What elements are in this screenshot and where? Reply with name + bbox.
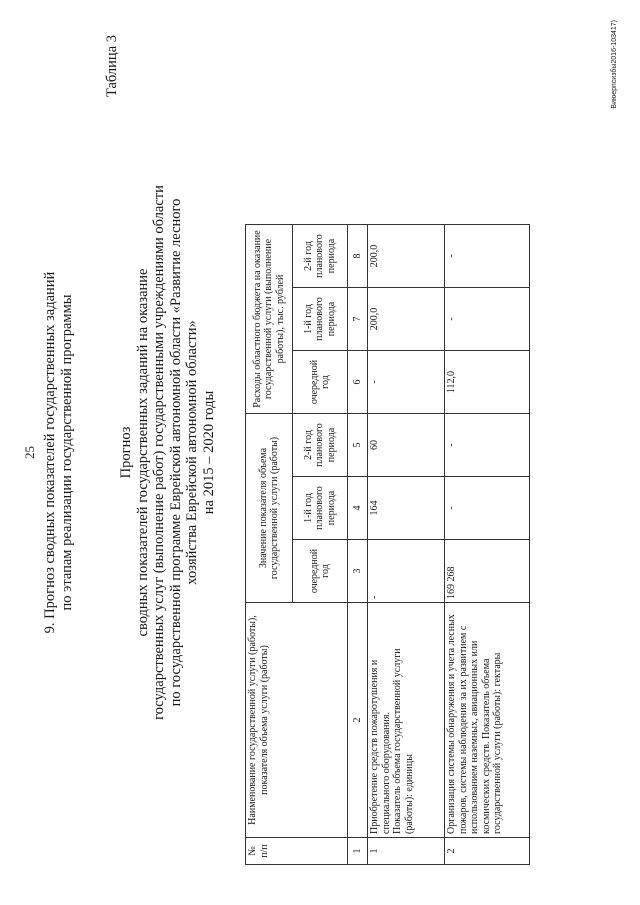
budget-current-year: 112,0 (445, 351, 530, 414)
column-number: 4 (348, 477, 368, 540)
section-heading (42, 150, 76, 755)
forecast-table (245, 224, 530, 865)
table-row (368, 225, 445, 865)
print-code: Виюерпсизбы2016-103417) (611, 20, 618, 109)
budget-plan-year-1: 200,0 (368, 288, 445, 351)
row-name: Приобретение средств пожаротушения и специального оборудования. Показатель объема государственной услуги (работы): единицы (368, 603, 445, 838)
title-line: Прогноз (118, 426, 134, 479)
budget-current-year: - (368, 351, 445, 414)
column-number: 6 (348, 351, 368, 414)
title-line: государственных услуг (выполнение работ) государственными учреждениями области (151, 185, 167, 720)
column-number: 2 (348, 603, 368, 838)
section-heading-line: по этапам реализации государственной программы (59, 294, 75, 611)
header-num: № п/п (246, 838, 348, 865)
section-heading-line: 9. Прогноз сводных показателей государственных заданий (42, 271, 58, 634)
title-line: по государственной программе Еврейской автономной области «Развитие лесного (167, 198, 184, 707)
row-name: Организация системы обнаружения и учета лесных пожаров, системы наблюдения за их развитием с использованием наземных, авиационных или космических средств. Показатель объема государственной услуги (работы): гектары (445, 603, 530, 838)
budget-plan-year-2: 200,0 (368, 225, 445, 288)
column-number-row (348, 225, 368, 865)
column-number: 3 (348, 540, 368, 603)
row-number: 2 (445, 838, 530, 865)
budget-plan-year-2: - (445, 225, 530, 288)
header-volume-plan-year-2: 2-й год планового периода (293, 414, 348, 477)
title-line: сводных показателей государственных заданий на оказание (134, 268, 151, 637)
table-row (445, 225, 530, 865)
volume-current-year: 169 268 (445, 540, 530, 603)
volume-plan-year-2: - (445, 414, 530, 477)
header-volume-group: Значение показателя объема государственной услуги (работы) (246, 414, 293, 603)
volume-plan-year-1: 164 (368, 477, 445, 540)
column-number: 8 (348, 225, 368, 288)
header-volume-current-year: очередной год (293, 540, 348, 603)
volume-current-year: - (368, 540, 445, 603)
volume-plan-year-2: 60 (368, 414, 445, 477)
header-volume-plan-year-1: 1-й год планового периода (293, 477, 348, 540)
header-budget-group: Расходы областного бюджета на оказание государственной услуги (выполнение работы), тыс. рублей (246, 225, 293, 414)
column-number: 7 (348, 288, 368, 351)
header-name: Наименование государственной услуги (работы), показателя объема услуги (работы) (246, 603, 348, 838)
header-budget-plan-year-2: 2-й год планового периода (293, 225, 348, 288)
page-number: 25 (22, 446, 37, 459)
column-number: 1 (348, 838, 368, 865)
title-line: на 2015 – 2020 годы (200, 390, 217, 515)
document-title (118, 120, 217, 785)
table-label: Таблица 3 (104, 35, 120, 98)
volume-plan-year-1: - (445, 477, 530, 540)
header-budget-current-year: очередной год (293, 351, 348, 414)
budget-plan-year-1: - (445, 288, 530, 351)
column-number: 5 (348, 414, 368, 477)
row-number: 1 (368, 838, 445, 865)
header-budget-plan-year-1: 1-й год планового периода (293, 288, 348, 351)
title-line: хозяйства Еврейской автономной области» (184, 320, 200, 585)
